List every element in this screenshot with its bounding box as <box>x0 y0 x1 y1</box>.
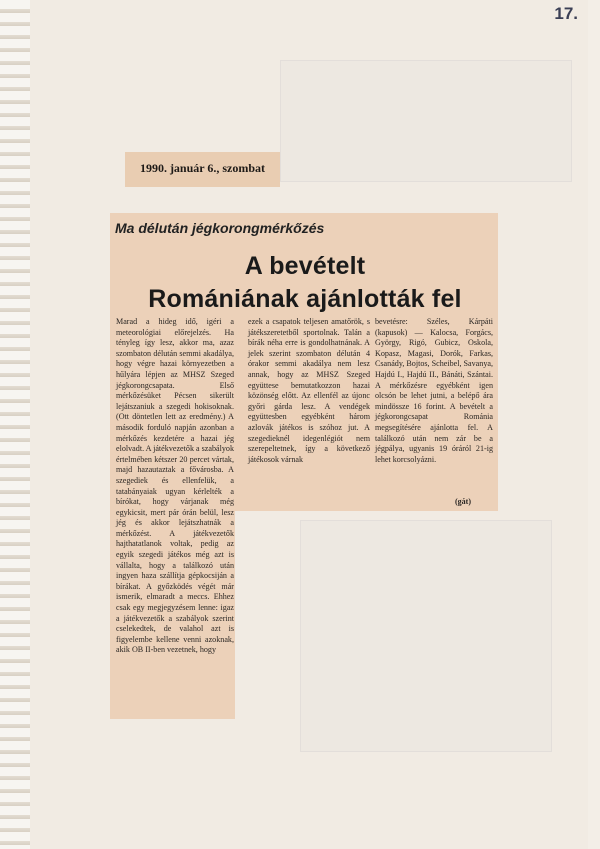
perforated-edge <box>0 0 30 849</box>
article-column-2: ezek a csapatok teljesen amatőrök, s játékszeretetből sportolnak. Talán a bírák néha erre is gondolhatnának. A jelek szerint szombaton délután 4 órakor semmi akadálya nem lesz annak, hogy az MHSZ Szeged együttese bemutatkozzon hazai közönség előtt. Az ellenfél az újonc győri gárda lesz. A vendégek együttesben egyébként három azlovák játékos is szóhoz jut. A szegedieknél idegenlégiót nem szerepeltetnek, így a következő játékosok várnak <box>248 317 370 464</box>
article-kicker: Ma délután jégkorongmérkőzés <box>115 220 325 236</box>
date-clipping <box>125 152 280 187</box>
bleed-through-area <box>280 60 572 182</box>
author-signature: (gát) <box>455 497 471 506</box>
headline-line-1: A bevételt <box>244 252 366 280</box>
article-column-3: bevetésre: Széles, Kárpáti (kapusok) — Kalocsa, Forgács, György, Rigó, Gubicz, Oskola, Kopasz, Magasi, Dorók, Farkas, Csanády, Bojtos, Scheibel, Savanya, Hajdú I., Hajdú II., Bánáti, Szántai. A mérkőzésre egyébként igen olcsón be lehet jutni, a belépő ára mindössze 16 forint. A bevételt a jégkorongcsapat Románia megsegítésére ajánlotta fel. A találkozó után nem zár be a jégpálya, ugyanis 19 óráról 21-ig lehet korcsolyázni. <box>375 317 493 464</box>
headline-line-2: Romániának ajánlották fel <box>148 285 462 313</box>
bleed-through-area <box>300 520 552 752</box>
date-line: 1990. január 6., szombat <box>139 161 266 175</box>
article-column-1: Marad a hideg idő, igéri a meteorológiai előrejelzés. Ha tényleg így lesz, akkor ma, azaz szombaton délután semmi akadálya, hogy végre hazai környezetben a hűlyára lépjen az MHSZ Szeged jégkorongcsapata. Első mérkőzésüket Pécsen sikerült lejátszaniuk a szegedi hokisoknak. (Ott döntetlen lett az eredmény.) A második forduló napján azonban a mérkőzés kezdetére a hazai jég elolvadt. A játékvezetők a szabályok értelmében kétszer 20 percet vártak, majd hazautaztak a fővárosba. A szegediek és ellenfelük, a tatabányaiak ugyan kérlelték a bírókat, hogy várjanak még egykicsit, mert pár órán belül, lesz jég és akkor lejátszhatnák a mérkőzést. A játékvezetők hajthatatlanok voltak, pedig az egyik szegedi játékos még azt is vállalta, hogy a találkozó után ingyen haza szállítja gépkocsiján a bírákat. A győzködés végét már ismerik, elmaradt a meccs. Ehhez csak egy megjegyzésem lenne: igaz a játékvezetők a szabályok szerint cselekedtek, de valahol azt is figyelembe kellene venni azoknak, akik OB II-ben vezetnek, hogy <box>116 317 234 655</box>
page-number: 17. <box>554 4 578 23</box>
